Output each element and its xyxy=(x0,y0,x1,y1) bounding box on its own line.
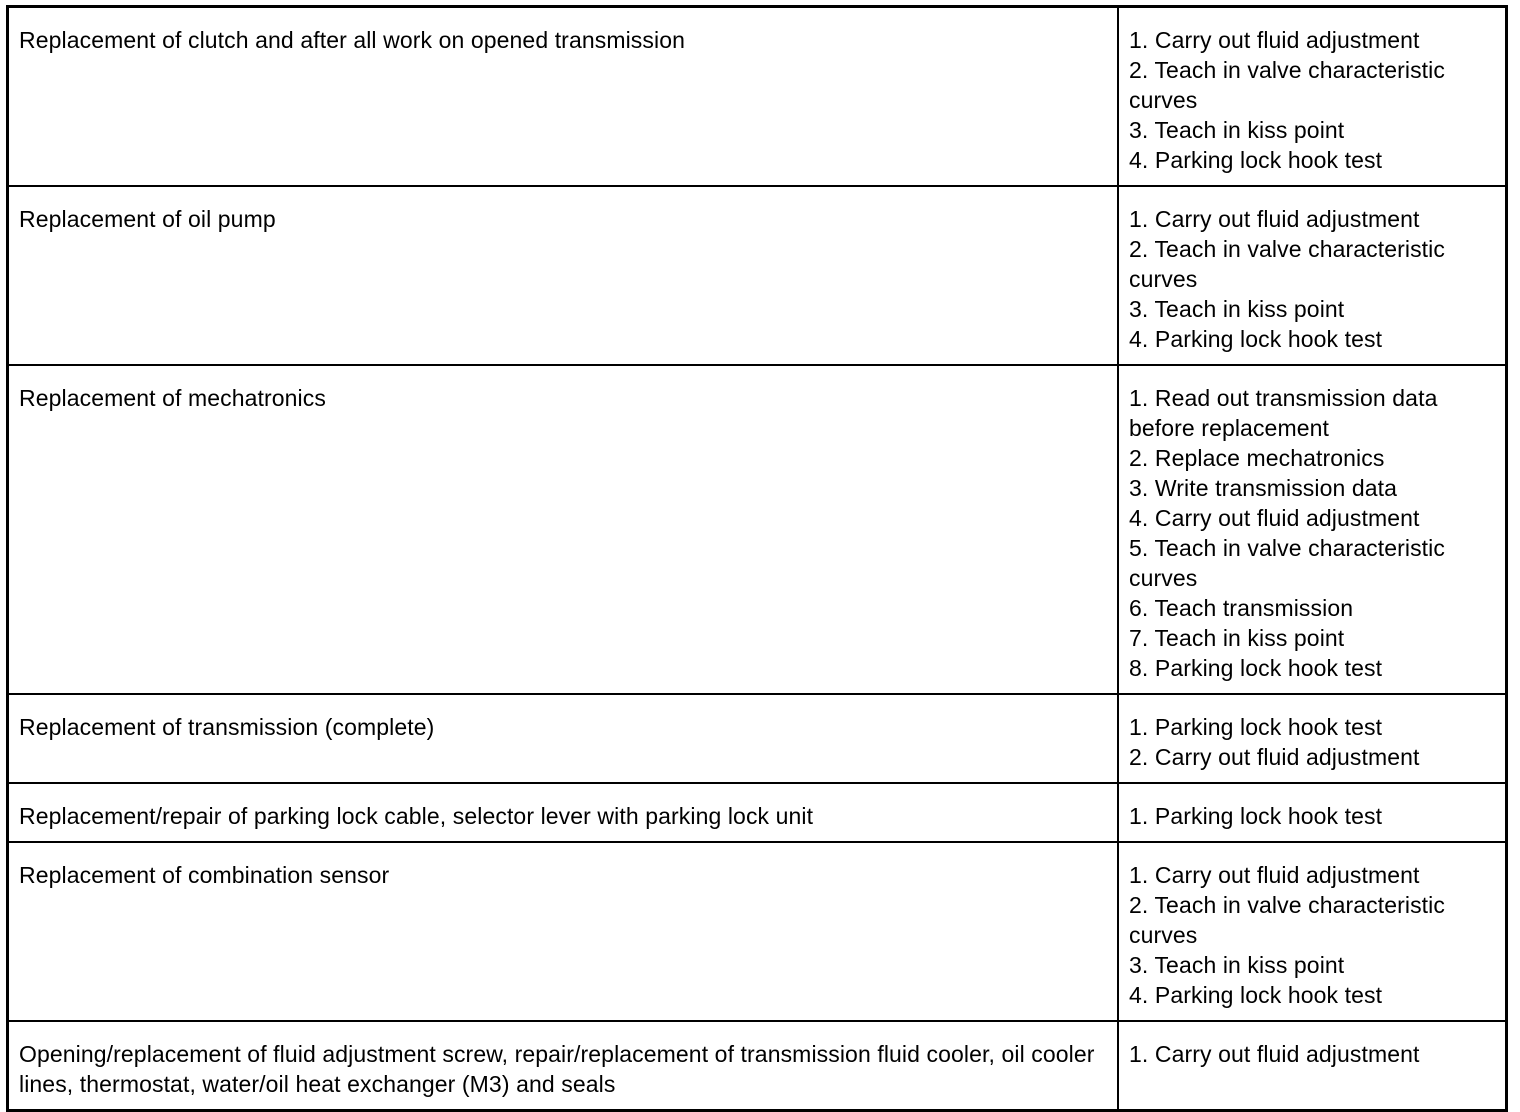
step-item: 2. Replace mechatronics xyxy=(1129,445,1385,471)
step-item: 4. Carry out fluid adjustment xyxy=(1129,505,1420,531)
step-item: 5. Teach in valve characteristic curves xyxy=(1129,535,1445,591)
steps-cell xyxy=(1118,1021,1507,1111)
step-item: 1. Read out transmission data before replacement xyxy=(1129,385,1438,441)
work-cell: Replacement of clutch and after all work on opened transmission xyxy=(8,7,1119,187)
step-item: 1. Parking lock hook test xyxy=(1129,803,1383,829)
table-row xyxy=(8,694,1507,783)
steps-cell xyxy=(1118,7,1507,187)
step-item: 1. Carry out fluid adjustment xyxy=(1129,206,1420,232)
steps-cell xyxy=(1118,842,1507,1021)
step-item: 2. Teach in valve characteristic curves xyxy=(1129,236,1445,292)
step-item: 2. Teach in valve characteristic curves xyxy=(1129,892,1445,948)
table-row xyxy=(8,1021,1507,1111)
procedure-table xyxy=(6,5,1508,1112)
table-row xyxy=(8,365,1507,694)
step-item: 3. Teach in kiss point xyxy=(1129,952,1345,978)
work-cell: Replacement of combination sensor xyxy=(8,842,1119,1021)
step-item: 4. Parking lock hook test xyxy=(1129,326,1383,352)
step-item: 2. Teach in valve characteristic curves xyxy=(1129,57,1445,113)
step-item: 2. Carry out fluid adjustment xyxy=(1129,744,1420,770)
table-row xyxy=(8,7,1507,187)
steps-cell xyxy=(1118,783,1507,842)
work-cell: Opening/replacement of fluid adjustment screw, repair/replacement of transmission fluid cooler, oil cooler lines, thermostat, water/oil heat exchanger (M3) and seals xyxy=(8,1021,1119,1111)
step-item: 1. Carry out fluid adjustment xyxy=(1129,1041,1420,1067)
steps-cell xyxy=(1118,694,1507,783)
step-item: 6. Teach transmission xyxy=(1129,595,1354,621)
work-cell: Replacement/repair of parking lock cable, selector lever with parking lock unit xyxy=(8,783,1119,842)
step-item: 3. Write transmission data xyxy=(1129,475,1398,501)
step-item: 1. Parking lock hook test xyxy=(1129,714,1383,740)
step-item: 7. Teach in kiss point xyxy=(1129,625,1345,651)
step-item: 1. Carry out fluid adjustment xyxy=(1129,27,1420,53)
table-row xyxy=(8,186,1507,365)
step-item: 1. Carry out fluid adjustment xyxy=(1129,862,1420,888)
table-row xyxy=(8,842,1507,1021)
step-item: 3. Teach in kiss point xyxy=(1129,296,1345,322)
work-cell: Replacement of transmission (complete) xyxy=(8,694,1119,783)
table-row xyxy=(8,783,1507,842)
step-item: 8. Parking lock hook test xyxy=(1129,655,1383,681)
step-item: 4. Parking lock hook test xyxy=(1129,982,1383,1008)
step-item: 4. Parking lock hook test xyxy=(1129,147,1383,173)
steps-cell xyxy=(1118,186,1507,365)
work-cell: Replacement of mechatronics xyxy=(8,365,1119,694)
work-cell: Replacement of oil pump xyxy=(8,186,1119,365)
step-item: 3. Teach in kiss point xyxy=(1129,117,1345,143)
steps-cell xyxy=(1118,365,1507,694)
